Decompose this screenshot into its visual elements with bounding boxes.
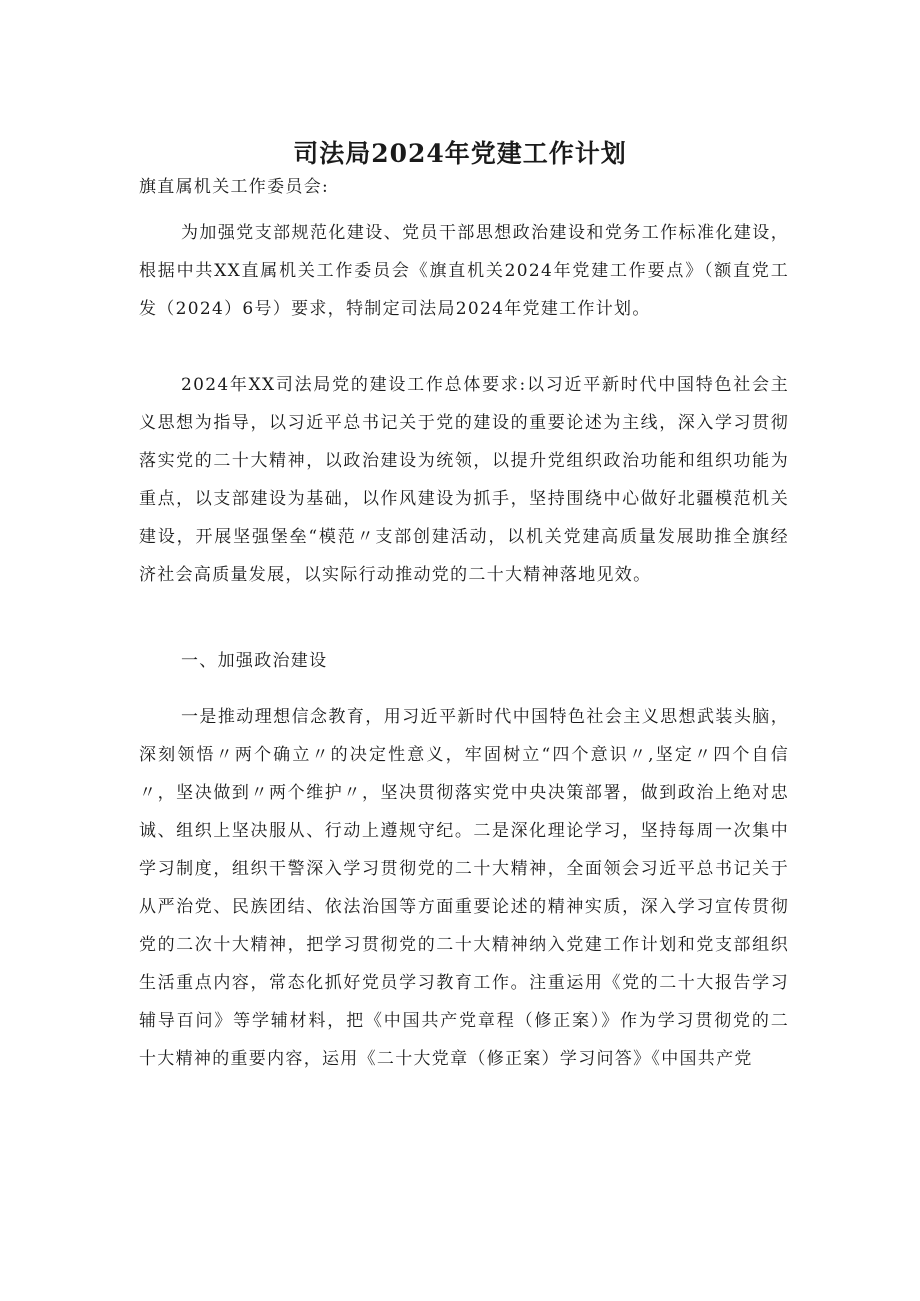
paragraph-intro: 为加强党支部规范化建设、党员干部思想政治建设和党务工作标准化建设，根据中共XX直属机关工作委员会《旗直机关2024年党建工作要点》（额直党工发（2024）6号）要求，特制定司法局2024年党建工作计划。: [139, 223, 789, 319]
paragraph-political-building: 一是推动理想信念教育，用习近平新时代中国特色社会主义思想武装头脑，深刻领悟〃两个确立〃的决定性意义，牢固树立“四个意识〃,坚定〃四个自信〃，坚决做到〃两个维护〃，坚决贯彻落实党中央决策部署，做到政治上绝对忠诚、组织上坚决服从、行动上遵规守纪。二是深化理论学习，坚持每周一次集中学习制度，组织干警深入学习贯彻党的二十大精神，全面领会习近平总书记关于从严治党、民族团结、依法治国等方面重要论述的精神实质，深入学习宣传贯彻党的二次十大精神，把学习贯彻党的二十大精神纳入党建工作计划和党支部组织生活重点内容，常态化抓好党员学习教育工作。注重运用《党的二十大报告学习辅导百问》等学辅材料，把《中国共产党章程（修正案）》作为学习贯彻党的二十大精神的重要内容，运用《二十大党章（修正案）学习问答》《中国共产党: [139, 707, 789, 1069]
paragraph-general-requirements: 2024年XX司法局党的建设工作总体要求:以习近平新时代中国特色社会主义思想为指导，以习近平总书记关于党的建设的重要论述为主线，深入学习贯彻落实党的二十大精神，以政治建设为统领，以提升党组织政治功能和组织功能为重点，以支部建设为基础，以作风建设为抓手，坚持围绕中心做好北疆模范机关建设，开展坚强堡垒“模范〃支部创建活动，以机关党建高质量发展助推全旗经济社会高质量发展，以实际行动推动党的二十大精神落地见效。: [139, 375, 789, 585]
document-title: 司法局2024年党建工作计划: [293, 138, 627, 168]
addressee-line: 旗直属机关工作委员会:: [139, 177, 330, 197]
section-heading-political-building: 一、加强政治建设: [181, 651, 328, 671]
